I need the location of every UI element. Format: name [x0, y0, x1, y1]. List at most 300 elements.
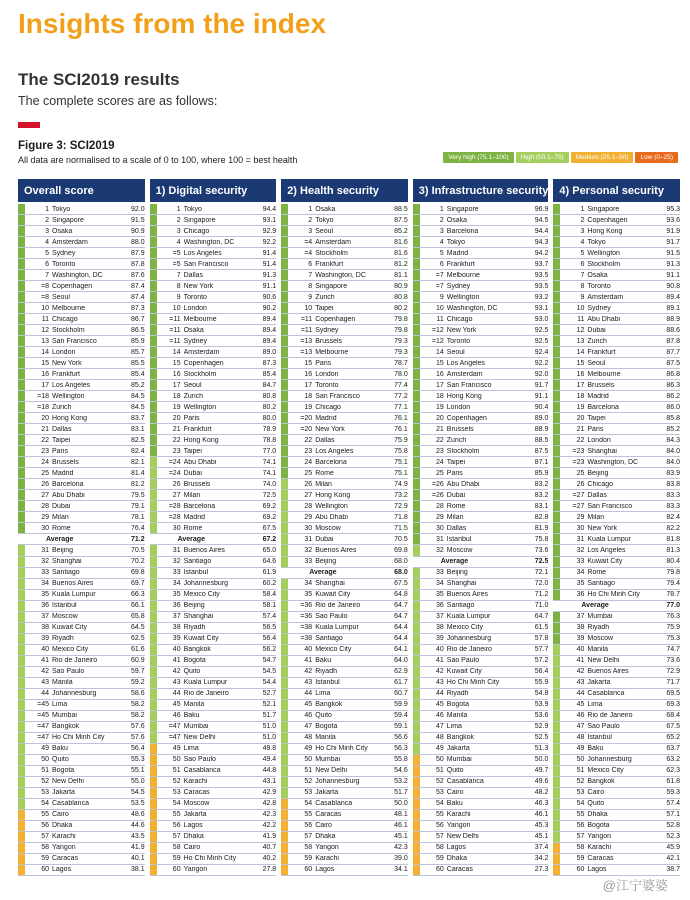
rank-cell: 25 — [576, 469, 585, 477]
city-cell: Moscow — [446, 546, 473, 554]
table-row — [413, 579, 549, 590]
city-cell: Taipei — [52, 436, 71, 444]
score-swatch — [553, 579, 560, 589]
city-cell: Caracas — [183, 789, 210, 797]
watermark: @江宁婆婆 — [602, 878, 668, 893]
rank-cell: 25 — [41, 469, 49, 477]
rank-cell: 55 — [304, 811, 313, 819]
rank-cell: =26 — [431, 480, 444, 488]
city-cell: Dhaka — [587, 811, 608, 819]
city-cell: Melbourne — [315, 348, 349, 356]
score-swatch — [18, 821, 25, 831]
city-cell: Stockholm — [183, 370, 217, 378]
rank-cell: 30 — [576, 524, 585, 532]
score-cell: 91.5 — [130, 216, 145, 224]
city-cell: Dhaka — [315, 833, 336, 841]
column-header: 1) Digital security — [150, 179, 277, 202]
city-cell: Chicago — [183, 227, 210, 235]
rank-cell: 32 — [41, 558, 49, 565]
rank-cell: 15 — [41, 359, 49, 367]
table-row — [413, 656, 549, 667]
score-swatch — [281, 799, 288, 809]
rank-cell: 18 — [576, 392, 585, 400]
city-cell: Milan — [446, 513, 464, 521]
score-swatch — [150, 413, 157, 423]
table-row — [413, 832, 549, 843]
score-swatch — [18, 557, 25, 567]
score-swatch — [413, 303, 420, 313]
table-row — [413, 865, 549, 876]
score-cell: 42.2 — [262, 822, 277, 830]
score-cell: 89.4 — [262, 337, 277, 345]
score-swatch — [553, 590, 560, 600]
city-cell: Ho Chi Minh City — [587, 591, 640, 599]
table-row — [553, 744, 680, 755]
rank-cell: 2 — [580, 216, 585, 224]
rank-cell: 4 — [439, 238, 444, 246]
rank-cell: 56 — [435, 822, 444, 830]
score-cell: 44.6 — [130, 822, 145, 830]
rank-cell: =38 — [300, 624, 313, 632]
score-cell: 77.4 — [394, 381, 408, 389]
table-row — [553, 678, 680, 689]
table-row — [150, 226, 277, 237]
table-row — [413, 457, 549, 468]
rank-cell: 49 — [576, 745, 585, 753]
score-cell: 90.4 — [534, 403, 549, 411]
score-cell: 77.1 — [394, 403, 408, 411]
city-cell: Chicago — [315, 403, 341, 411]
table-row — [18, 634, 145, 645]
score-swatch — [18, 545, 25, 555]
score-swatch — [150, 711, 157, 721]
table-row — [413, 237, 549, 248]
rank-cell: 43 — [576, 679, 585, 687]
score-cell: 51.0 — [262, 734, 277, 742]
accent-bar — [18, 122, 40, 128]
score-cell: 52.1 — [262, 701, 277, 709]
city-cell: New York — [315, 425, 345, 433]
score-cell: 88.5 — [534, 436, 549, 444]
rank-cell: 11 — [577, 315, 585, 323]
table-row — [18, 248, 145, 259]
city-cell: New Delhi — [183, 734, 216, 742]
rank-cell: 8 — [580, 282, 585, 290]
table-row — [281, 656, 408, 667]
score-swatch — [413, 678, 420, 688]
score-cell: 42.1 — [666, 855, 680, 863]
score-cell: 69.8 — [394, 546, 408, 554]
score-swatch — [553, 545, 560, 555]
table-row — [413, 634, 549, 645]
city-cell: Caracas — [52, 855, 79, 863]
section-subtitle: The SCI2019 results — [18, 70, 180, 89]
score-swatch — [281, 435, 288, 445]
rank-cell: 6 — [439, 260, 444, 268]
table-row — [150, 623, 277, 634]
rank-cell: 15 — [172, 359, 181, 367]
rank-cell: 21 — [576, 425, 585, 433]
score-swatch — [281, 248, 288, 258]
city-cell: Quito — [183, 668, 201, 676]
rank-cell: =36 — [300, 602, 313, 610]
score-cell: 55.8 — [394, 756, 408, 764]
score-cell: 93.1 — [534, 304, 549, 312]
city-cell: Kuala Lumpur — [315, 624, 359, 632]
rank-cell: 43 — [304, 679, 313, 687]
city-cell: Zurich — [315, 293, 335, 301]
table-row — [18, 689, 145, 700]
score-cell: 75.9 — [394, 436, 408, 444]
city-cell: Casablanca — [315, 800, 353, 808]
score-cell: 41.9 — [130, 844, 145, 852]
rank-cell: 26 — [304, 480, 313, 488]
table-row — [150, 468, 277, 479]
score-cell: 81.3 — [666, 546, 680, 554]
table-row — [553, 413, 680, 424]
page-title: Insights from the index — [18, 8, 327, 39]
score-cell: 55.0 — [130, 778, 145, 786]
score-cell: 87.4 — [130, 282, 145, 290]
score-swatch — [150, 579, 157, 589]
table-row — [150, 413, 277, 424]
score-cell: 79.3 — [394, 348, 408, 356]
rank-cell: 41 — [435, 657, 444, 665]
score-cell: 84.0 — [666, 447, 680, 455]
score-cell: 56.5 — [262, 624, 277, 632]
table-row — [150, 788, 277, 799]
city-cell: Washington, DC — [587, 458, 639, 466]
city-cell: San Francisco — [446, 381, 492, 389]
table-row — [553, 568, 680, 579]
city-cell: San Francisco — [587, 502, 633, 510]
score-cell: 41.9 — [262, 833, 277, 841]
rank-cell: 50 — [435, 756, 444, 764]
score-cell: 85.2 — [666, 425, 680, 433]
score-cell: 81.9 — [534, 524, 549, 532]
rank-cell: 9 — [308, 293, 313, 301]
score-cell: 42.3 — [262, 811, 277, 819]
score-cell: 54.5 — [130, 789, 145, 797]
rank-cell: 16 — [304, 370, 313, 378]
city-cell: Dallas — [52, 425, 72, 433]
city-cell: Madrid — [587, 392, 609, 400]
score-swatch — [413, 479, 420, 489]
rank-cell: 14 — [172, 348, 181, 356]
city-cell: Jakarta — [315, 789, 339, 797]
score-cell: 71.0 — [534, 602, 549, 610]
table-row — [281, 435, 408, 446]
rank-cell: =11 — [169, 326, 181, 334]
column-rows — [150, 204, 277, 876]
score-cell: 72.5 — [262, 491, 277, 499]
score-cell: 67.5 — [262, 524, 277, 532]
score-cell: 83.9 — [666, 469, 680, 477]
city-cell: Frankfurt — [315, 260, 344, 268]
score-swatch — [281, 215, 288, 225]
score-cell: 83.8 — [666, 480, 680, 488]
city-cell: Paris — [183, 414, 200, 422]
score-cell: 76.1 — [394, 414, 408, 422]
table-row — [553, 292, 680, 303]
table-row — [553, 645, 680, 656]
rank-cell: 58 — [576, 844, 585, 852]
city-cell: Lima — [315, 690, 331, 698]
rank-cell: =28 — [168, 513, 181, 521]
score-swatch — [150, 270, 157, 280]
rank-cell: 35 — [576, 580, 585, 588]
score-cell: 85.5 — [130, 359, 145, 367]
rank-cell: 10 — [435, 304, 444, 312]
score-swatch — [281, 534, 288, 544]
table-row — [281, 821, 408, 832]
score-swatch — [281, 678, 288, 688]
city-cell: Abu Dhabi — [52, 491, 85, 499]
score-swatch — [18, 347, 25, 357]
score-cell: 75.8 — [394, 447, 408, 455]
rank-cell: 2 — [176, 216, 181, 224]
table-row — [413, 821, 549, 832]
table-row — [413, 700, 549, 711]
table-row — [553, 369, 680, 380]
score-cell: 91.7 — [534, 381, 549, 389]
rank-cell: =5 — [172, 249, 181, 257]
rank-cell: 58 — [172, 844, 181, 852]
rank-cell: 34 — [304, 580, 313, 588]
score-cell: 83.3 — [666, 502, 680, 510]
rank-cell: =36 — [300, 613, 313, 621]
table-row — [18, 623, 145, 634]
score-cell: 63.2 — [666, 756, 680, 764]
city-cell: Frankfurt — [52, 370, 81, 378]
score-swatch — [413, 292, 420, 302]
score-swatch — [18, 711, 25, 721]
table-row — [18, 832, 145, 843]
score-cell: 53.6 — [534, 712, 549, 720]
score-cell: 80.2 — [394, 304, 408, 312]
table-row — [413, 402, 549, 413]
table-row — [150, 270, 277, 281]
score-swatch — [18, 270, 25, 280]
city-cell: New York — [446, 326, 477, 334]
table-row — [18, 667, 145, 678]
table-row — [553, 634, 680, 645]
score-cell: 60.9 — [130, 657, 145, 665]
city-cell: Cairo — [315, 822, 332, 830]
city-cell: Sydney — [183, 337, 207, 345]
table-row — [413, 689, 549, 700]
score-cell: 91.7 — [666, 238, 680, 246]
city-cell: Abu Dhabi — [315, 513, 348, 521]
score-cell: 85.4 — [262, 370, 277, 378]
city-cell: Cairo — [446, 789, 464, 797]
city-cell: Istanbul — [52, 602, 77, 610]
score-swatch — [18, 766, 25, 776]
rank-cell: 13 — [576, 337, 585, 345]
city-cell: Istanbul — [587, 734, 612, 742]
city-cell: Bogota — [587, 822, 610, 830]
city-cell: Taipei — [446, 458, 466, 466]
rank-cell: 33 — [576, 558, 585, 565]
rank-cell: 30 — [41, 524, 49, 532]
rank-cell: 11 — [436, 315, 444, 323]
city-cell: Chicago — [446, 315, 473, 323]
score-swatch — [281, 270, 288, 280]
score-swatch — [553, 623, 560, 633]
score-swatch — [281, 601, 288, 611]
score-cell: 45.9 — [666, 844, 680, 852]
score-cell: 91.9 — [666, 227, 680, 235]
rank-cell: =47 — [37, 734, 49, 742]
city-cell: Shanghai — [446, 580, 477, 588]
city-cell: Sydney — [315, 326, 339, 334]
table-row — [281, 634, 408, 645]
score-cell: 40.1 — [130, 855, 145, 863]
score-cell: 55.9 — [534, 679, 549, 687]
rank-cell: 58 — [304, 844, 313, 852]
score-cell: 91.4 — [262, 260, 277, 268]
table-row — [150, 292, 277, 303]
score-swatch — [150, 424, 157, 434]
rank-cell: =11 — [169, 337, 181, 345]
score-swatch — [553, 281, 560, 291]
score-cell: 91.1 — [534, 392, 549, 400]
table-row — [281, 490, 408, 501]
rank-cell: 32 — [435, 546, 444, 554]
table-row — [553, 303, 680, 314]
rank-cell: 1 — [45, 205, 49, 213]
score-cell: 87.5 — [394, 216, 408, 224]
table-row — [18, 766, 145, 777]
score-cell: 61.6 — [130, 646, 145, 654]
score-swatch — [413, 215, 420, 225]
table-row — [553, 380, 680, 391]
city-cell: Baku — [446, 800, 463, 808]
score-swatch — [413, 226, 420, 236]
table-row — [281, 711, 408, 722]
score-swatch — [18, 512, 25, 522]
rank-cell: 25 — [304, 469, 313, 477]
score-cell: 87.6 — [130, 271, 145, 279]
table-row — [281, 347, 408, 358]
score-swatch — [150, 645, 157, 655]
score-swatch — [553, 568, 560, 578]
score-cell: 87.1 — [534, 458, 549, 466]
rank-cell: 23 — [435, 447, 444, 455]
city-cell: Beijing — [52, 546, 74, 554]
table-row — [553, 766, 680, 777]
rank-cell: 50 — [304, 756, 313, 764]
score-swatch — [413, 590, 420, 600]
score-swatch — [18, 259, 25, 269]
table-row — [281, 612, 408, 623]
table-row — [18, 226, 145, 237]
score-swatch — [150, 744, 157, 754]
score-cell: 91.3 — [666, 260, 680, 268]
rank-cell: 24 — [435, 458, 444, 466]
score-swatch — [18, 843, 25, 853]
city-cell: Kuwait City — [446, 668, 482, 676]
score-swatch — [18, 568, 25, 578]
average-row — [281, 568, 408, 579]
city-cell: London — [446, 403, 471, 411]
rank-cell: 60 — [435, 866, 444, 874]
table-row — [18, 612, 145, 623]
table-row — [281, 601, 408, 612]
table-row — [281, 689, 408, 700]
score-cell: 54.5 — [262, 668, 277, 676]
rank-cell: 39 — [172, 635, 181, 643]
table-row — [553, 215, 680, 226]
city-cell: Dallas — [446, 524, 467, 532]
score-swatch — [150, 722, 157, 732]
rank-cell: 10 — [41, 304, 49, 312]
score-swatch — [18, 678, 25, 688]
table-row — [18, 314, 145, 325]
rank-cell: 49 — [304, 745, 313, 753]
rank-cell: 17 — [304, 381, 313, 389]
rank-cell: 1 — [439, 205, 444, 213]
rank-cell: 3 — [176, 227, 181, 235]
table-row — [150, 281, 277, 292]
score-cell: 79.5 — [130, 491, 145, 499]
table-row — [18, 446, 145, 457]
score-swatch — [150, 557, 157, 567]
city-cell: Istanbul — [315, 679, 340, 687]
score-swatch — [281, 590, 288, 600]
score-swatch — [281, 303, 288, 313]
score-cell: 89.1 — [666, 304, 680, 312]
rank-cell: 54 — [172, 800, 181, 808]
rank-cell: 18 — [435, 392, 444, 400]
score-swatch — [553, 843, 560, 853]
rank-cell: 3 — [580, 227, 585, 235]
city-cell: Stockholm — [587, 260, 621, 268]
table-row — [413, 336, 549, 347]
score-swatch — [413, 733, 420, 743]
table-row — [150, 557, 277, 568]
score-cell: 59.2 — [130, 679, 145, 687]
city-cell: Rio de Janeiro — [446, 646, 492, 654]
score-cell: 59.4 — [394, 712, 408, 720]
city-cell: Singapore — [446, 205, 479, 213]
score-cell: 90.6 — [262, 293, 277, 301]
rank-cell: 41 — [172, 657, 181, 665]
table-row — [150, 435, 277, 446]
table-row — [150, 700, 277, 711]
score-cell: 56.2 — [262, 646, 277, 654]
city-cell: Santiago — [587, 580, 616, 588]
table-row — [553, 347, 680, 358]
score-swatch — [413, 843, 420, 853]
score-swatch — [413, 512, 420, 522]
score-cell: 88.9 — [534, 425, 549, 433]
score-swatch — [150, 303, 157, 313]
city-cell: Buenos Aires — [446, 591, 489, 599]
rank-cell: 45 — [435, 701, 444, 709]
score-swatch — [413, 865, 420, 875]
city-cell: Caracas — [587, 855, 614, 863]
score-swatch — [413, 347, 420, 357]
column-digital-security — [150, 179, 277, 876]
rank-cell: 59 — [304, 855, 313, 863]
score-cell: 92.0 — [130, 205, 145, 213]
table-row — [553, 733, 680, 744]
score-swatch — [281, 579, 288, 589]
rank-cell: 17 — [576, 381, 585, 389]
city-cell: Manila — [446, 712, 468, 720]
city-cell: Johannesburg — [52, 690, 97, 698]
